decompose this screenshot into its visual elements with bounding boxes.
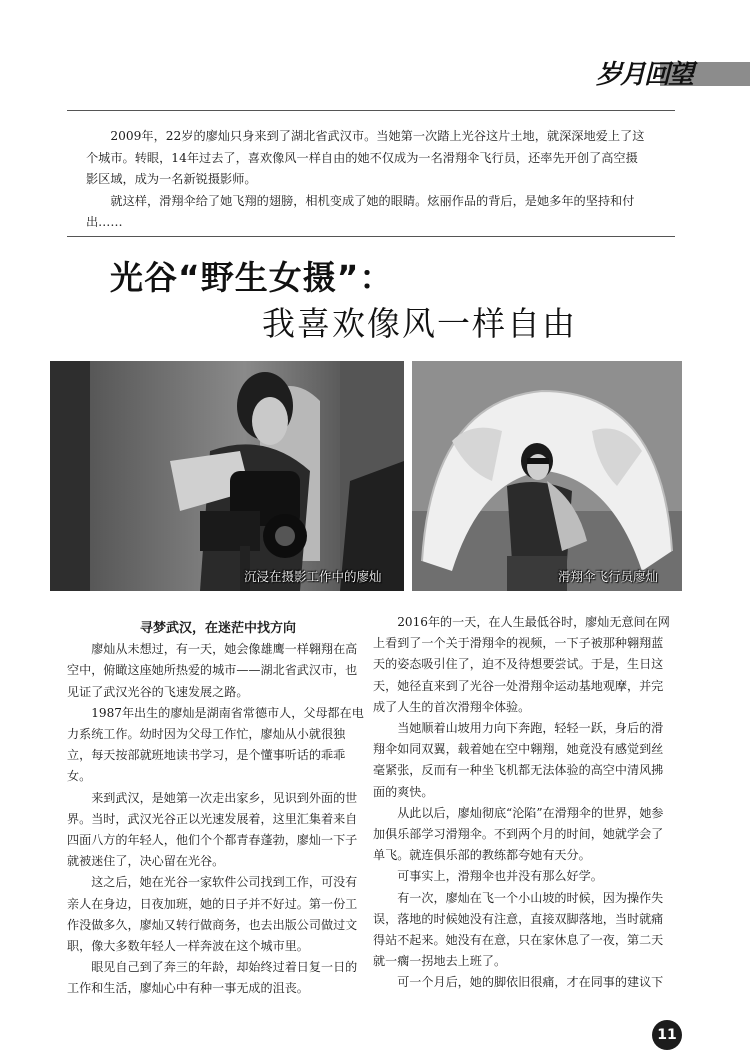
photo-paraglider [412,361,682,591]
body-paragraph: 可事实上，滑翔伞也并没有那么好学。 [397,869,603,884]
body-paragraph: 廖灿从未想过，有一天，她会像雄鹰一样翱翔在高空中，俯瞰这座她所热爱的城市——湖北省武汉市，也见证了武汉光谷的飞速发展之路。 [67,642,358,699]
intro-block [86,126,648,234]
top-divider [67,110,675,111]
body-paragraph: 2016年的一天，在人生最低谷时，廖灿无意间在网上看到了一个关于滑翔伞的视频，一下子被那种翱翔蓝天的姿态吸引住了，迫不及待想要尝试。于是，生日这天，她径直来到了光谷一处滑翔伞运动基地观摩，并完成了人生的首次滑翔伞体验。 [373,615,670,714]
body-paragraph: 有一次，廖灿在飞一个小山坡的时候，因为操作失误，落地的时候她没有注意，直接双脚落地，当时就痛得站不起来。她没有在意，只在家休息了一夜，第二天就一瘸一拐地去上班了。 [373,890,664,969]
article-title: 光谷“野生女摄”： [110,258,394,297]
photo-caption: 滑翔伞飞行员廖灿 [558,569,659,584]
body-paragraph: 当她顺着山坡用力向下奔跑，轻轻一跃，身后的滑翔伞如同双翼，载着她在空中翱翔，她竟没有感觉到丝毫紧张，反而有一种坐飞机都无法体验的高空中清风拂面的爽快。 [373,721,664,799]
article-subtitle: 我喜欢像风一样自由 [262,304,577,343]
intro-divider [67,236,675,237]
photo-caption: 沉浸在摄影工作中的廖灿 [244,569,382,584]
article-column-left [67,618,369,1000]
column-logo: 岁月回望 [596,60,693,90]
body-paragraph: 1987年出生的廖灿是湖南省常德市人，父母都在电力系统工作。幼时因为父母工作忙，廖灿从小就很独立，每天按部就班地读书学习，是个懂事听话的乖乖女。 [67,705,364,784]
photographer-image [50,361,404,591]
photo-photographer [50,361,404,591]
paraglider-image [412,361,682,591]
body-paragraph: 这之后，她在光谷一家软件公司找到工作，可没有亲人在身边，日夜加班，她的日子并不好过。第一份工作没做多久，廖灿又转行做商务，也去出版公司做过文职，像大多数年轻人一样奔波在这个城市里。 [67,875,358,954]
intro-paragraph: 2009年，22岁的廖灿只身来到了湖北省武汉市。当她第一次踏上光谷这片土地，就深深地爱上了这个城市。转眼，14年过去了，喜欢像风一样自由的她不仅成为一名滑翔伞飞行员，还率先开创了高空摄影区域，成为一名新锐摄影师。 [86,129,645,186]
body-paragraph: 来到武汉，是她第一次走出家乡，见识到外面的世界。当时，武汉光谷正以光速发展着，这里汇集着来自四面八方的年轻人，他们个个都青春蓬勃，廖灿一下子就被迷住了，决心留在光谷。 [67,790,358,869]
body-paragraph: 从此以后，廖灿彻底“沦陷”在滑翔伞的世界，她参加俱乐部学习滑翔伞。不到两个月的时间，她就学会了单飞。就连俱乐部的教练都夸她有天分。 [373,805,664,863]
article-column-right [373,612,675,994]
intro-paragraph: 就这样，滑翔伞给了她飞翔的翅膀，相机变成了她的眼睛。炫丽作品的背后，是她多年的坚持和付出…… [86,193,635,229]
body-paragraph: 可一个月后，她的脚依旧很痛，才在同事的建议下 [397,975,664,990]
section-heading: 寻梦武汉，在迷茫中找方向 [139,621,296,636]
page-number: 11 [652,1020,682,1050]
body-paragraph: 眼见自己到了奔三的年龄，却始终过着日复一日的工作和生活，廖灿心中有种一事无成的沮丧。 [67,960,358,996]
